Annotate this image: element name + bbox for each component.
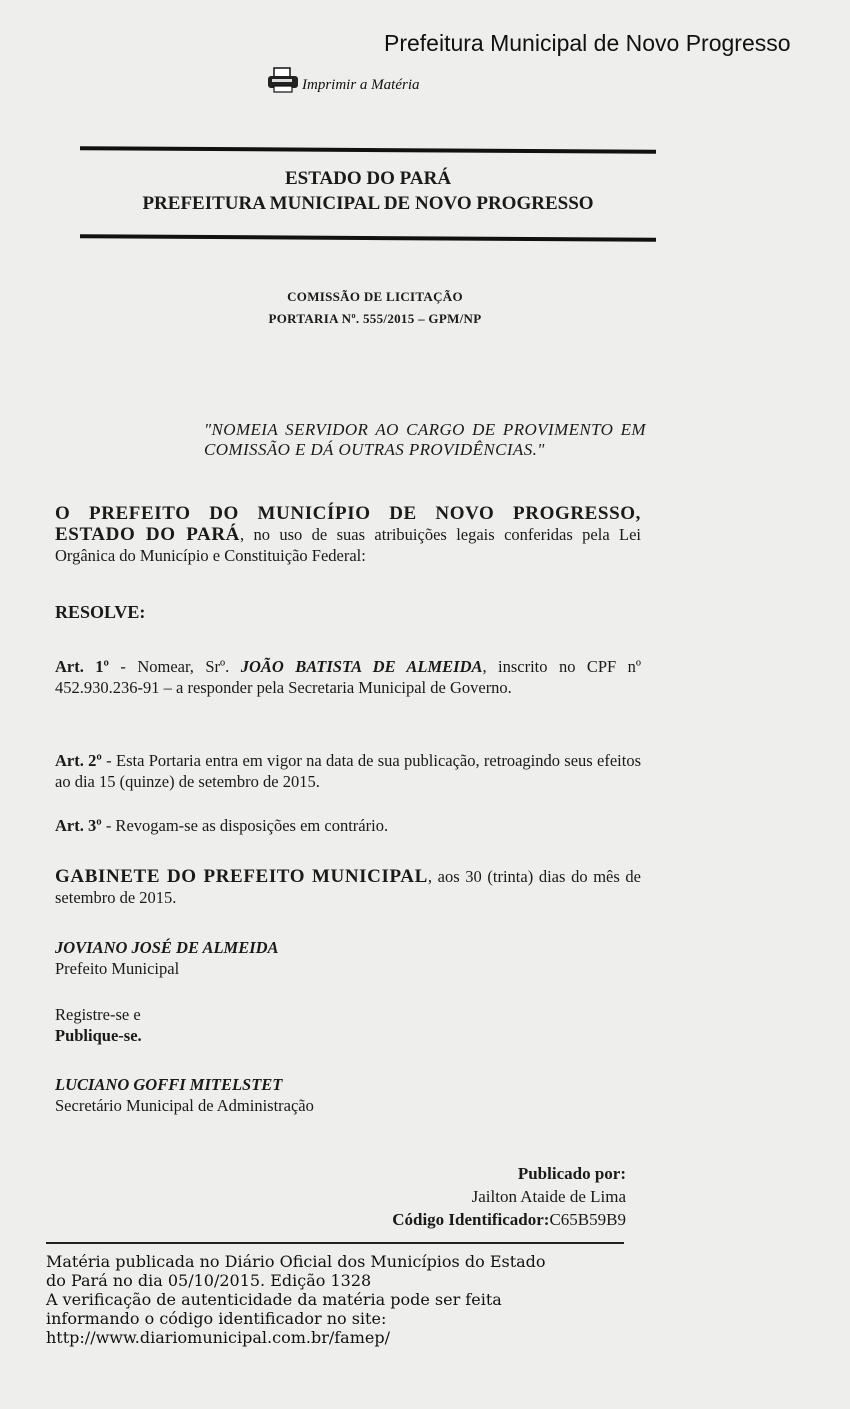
print-link-label[interactable]: Imprimir a Matéria bbox=[302, 77, 420, 93]
published-by bbox=[300, 1162, 626, 1231]
print-link[interactable] bbox=[266, 66, 420, 94]
mayor-role: Prefeito Municipal bbox=[55, 959, 180, 978]
footer-line-2: do Pará no dia 05/10/2015. Edição 1328 bbox=[46, 1271, 372, 1290]
letterhead-state: ESTADO DO PARÁ bbox=[284, 168, 452, 189]
appointee-name: JOÃO BATISTA DE ALMEIDA bbox=[240, 657, 483, 676]
gabinete-text: , aos 30 (trinta) dias do mês de setembro de 2015. bbox=[55, 867, 641, 907]
portaria-number: PORTARIA Nº. 555/2015 – GPM/NP bbox=[268, 311, 482, 326]
article-2 bbox=[55, 750, 641, 792]
secretary-name: LUCIANO GOFFI MITELSTET bbox=[55, 1075, 283, 1094]
code-label: Código Identificador: bbox=[392, 1210, 550, 1229]
register-publish bbox=[55, 1004, 641, 1046]
opening-paragraph bbox=[55, 503, 641, 566]
article-1-text-before: - Nomear, Srº. bbox=[108, 657, 241, 676]
letterhead-municipality: PREFEITURA MUNICIPAL DE NOVO PROGRESSO bbox=[142, 193, 594, 214]
commission-heading bbox=[160, 286, 590, 330]
site-name: Prefeitura Municipal de Novo Progresso bbox=[384, 30, 791, 56]
opening-bold: O PREFEITO DO MUNICÍPIO DE NOVO PROGRESSO, ESTADO DO PARÁ bbox=[55, 503, 641, 545]
code-value: C65B59B9 bbox=[549, 1210, 626, 1229]
footer-line-4: informando o código identificador no site: bbox=[46, 1309, 387, 1328]
mayor-name: JOVIANO JOSÉ DE ALMEIDA bbox=[55, 938, 279, 957]
letterhead-bottom-rule bbox=[80, 234, 656, 242]
signature-secretary bbox=[55, 1074, 641, 1116]
article-2-label: Art. 2º bbox=[55, 751, 102, 770]
article-3-text: - Revogam-se as disposições em contrário. bbox=[101, 816, 389, 835]
article-1-label: Art. 1º bbox=[55, 657, 109, 676]
secretary-role: Secretário Municipal de Administração bbox=[55, 1096, 314, 1115]
gabinete-bold: GABINETE DO PREFEITO MUNICIPAL bbox=[55, 866, 428, 887]
publish-line: Publique-se. bbox=[55, 1026, 142, 1045]
footer-line-3: A verificação de autenticidade da matéria pode ser feita bbox=[46, 1290, 502, 1309]
published-label: Publicado por: bbox=[517, 1164, 626, 1183]
resolve-heading: RESOLVE: bbox=[55, 602, 146, 622]
publisher-name: Jailton Ataide de Lima bbox=[471, 1187, 626, 1206]
article-1-text-after: , inscrito no CPF nº 452.930.236-91 – a responder pela Secretaria Municipal de Governo. bbox=[55, 657, 642, 697]
article-2-text: - Esta Portaria entra em vigor na data de sua publicação, retroagindo seus efeitos ao dia 15 (quinze) de setembro de 2015. bbox=[55, 751, 641, 791]
footer-divider bbox=[46, 1242, 624, 1244]
register-line: Registre-se e bbox=[55, 1005, 141, 1024]
article-3-label: Art. 3º bbox=[55, 816, 102, 835]
letterhead-top-rule bbox=[80, 146, 656, 154]
printer-icon bbox=[266, 66, 300, 94]
ementa: "NOMEIA SERVIDOR AO CARGO DE PROVIMENTO EM COMISSÃO E DÁ OUTRAS PROVIDÊNCIAS." bbox=[204, 420, 646, 459]
article-3 bbox=[55, 815, 641, 836]
gabinete-paragraph bbox=[55, 866, 641, 908]
opening-text: , no uso de suas atribuições legais conferidas pela Lei Orgânica do Município e Constituição Federal: bbox=[55, 525, 642, 565]
footer-note bbox=[46, 1252, 636, 1347]
commission-title: COMISSÃO DE LICITAÇÃO bbox=[287, 289, 463, 304]
letterhead bbox=[80, 166, 656, 216]
signature-mayor bbox=[55, 937, 641, 979]
footer-line-1: Matéria publicada no Diário Oficial dos Municípios do Estado bbox=[46, 1252, 546, 1271]
article-1 bbox=[55, 656, 641, 698]
footer-url[interactable]: http://www.diariomunicipal.com.br/famep/ bbox=[46, 1328, 390, 1347]
